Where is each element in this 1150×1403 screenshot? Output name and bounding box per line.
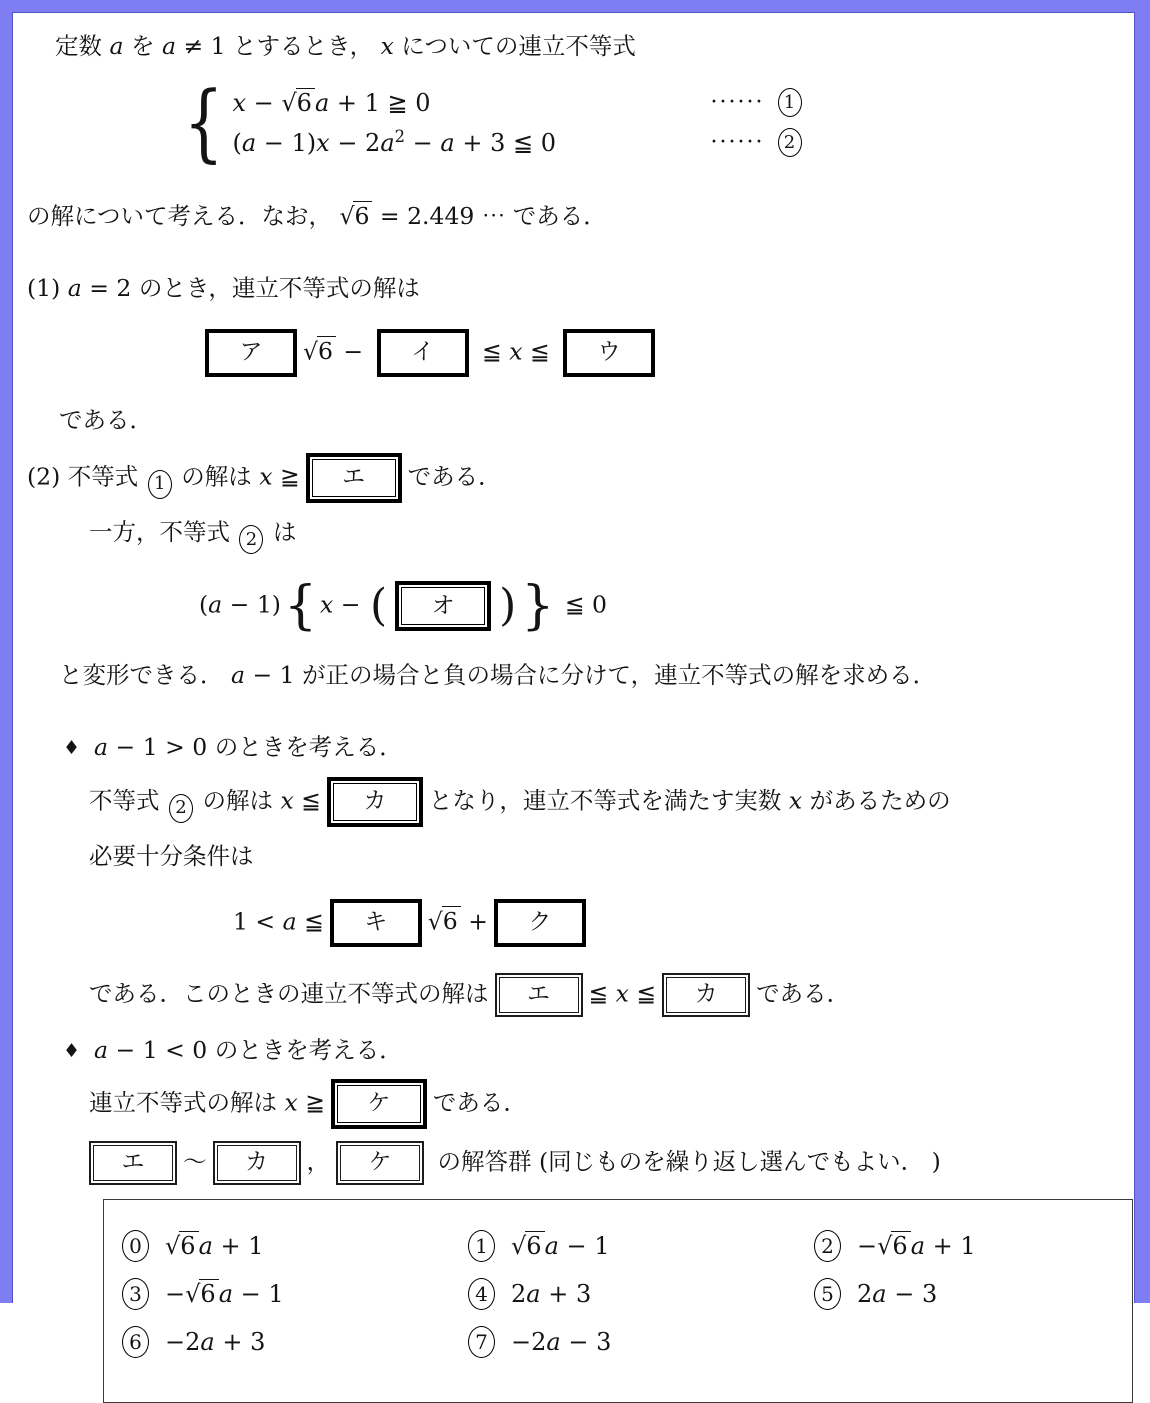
part1-closing: である． [59, 405, 153, 434]
answer-box-o: オ [395, 581, 491, 631]
circled-2-icon: 2 [814, 1230, 841, 1262]
diamond-bullet-icon: ♦ [63, 1039, 81, 1062]
case-pos-formula: 1 < a ≦ キ √6 + ク [233, 899, 1124, 947]
answer-box-ref-e: エ [495, 973, 583, 1017]
part2-line2: 一方，不等式 2 は [89, 515, 1124, 555]
answer-box-ref-ke: ケ [336, 1141, 424, 1185]
neq-run: ≠ 1 とするとき， [175, 32, 381, 60]
answer-options-row [120, 1278, 1132, 1310]
part2-line3: と変形できる． a − 1 が正の場合と負の場合に分けて，連立不等式の解を求める． [59, 661, 937, 690]
answer-option-7 [466, 1326, 812, 1358]
math-var: x [380, 32, 394, 60]
left-brace: { [283, 576, 318, 637]
answer-options-row [120, 1230, 1132, 1262]
text-run: の解について考える．なお， [27, 201, 340, 230]
sqrt-radical: √6 [511, 1231, 545, 1260]
dots-leader: ······ 1 [710, 88, 804, 117]
answer-box-ref-ka: カ [662, 973, 750, 1017]
case-pos-line2: 必要十分条件は [89, 841, 254, 870]
circled-6-icon: 6 [122, 1326, 149, 1358]
answer-box-ke: ケ [331, 1079, 427, 1129]
circled-1-icon: 1 [148, 470, 172, 499]
answer-box-e: エ [306, 453, 402, 503]
sqrt-radical: √6 [185, 1279, 219, 1308]
sqrt-radical: √6 [303, 336, 336, 365]
circled-3-icon: 3 [122, 1278, 149, 1310]
sqrt-radical: √6 [165, 1231, 199, 1260]
circled-7-icon: 7 [468, 1326, 495, 1358]
right-brace: } [521, 576, 555, 637]
circled-0-icon: 0 [122, 1230, 149, 1262]
math-var: a [161, 32, 176, 60]
intro-line [55, 29, 1124, 63]
answer-box-u: ウ [563, 329, 655, 377]
answer-option-2 [812, 1230, 1132, 1262]
option-expression: √6 a − 1 [511, 1231, 610, 1260]
sqrt-radical: √6 [877, 1231, 911, 1260]
option-expression: −2a + 3 [165, 1327, 266, 1356]
answer-box-ref-ka: カ [213, 1141, 301, 1185]
option-expression: √6 a + 1 [165, 1231, 264, 1260]
circled-1-icon: 1 [468, 1230, 495, 1262]
math-var: a [67, 273, 82, 302]
circled-4-icon: 4 [468, 1278, 495, 1310]
part1-marker: (1) [27, 273, 61, 302]
system-brace: { [183, 73, 224, 172]
circled-2-icon: 2 [169, 794, 193, 823]
option-expression: 2a + 3 [511, 1279, 592, 1308]
circled-2-icon: 2 [778, 128, 802, 157]
answer-group-caption: の解答群 (同じものを繰り返し選んでもよい． ) [430, 1147, 941, 1176]
sqrt-radical: √6 [428, 906, 461, 935]
answer-option-0 [120, 1230, 466, 1262]
part2-line1: (2) 不等式 1 の解は x ≧ エ である． [27, 453, 1124, 503]
worksheet [12, 12, 1135, 1356]
answer-option-6 [120, 1326, 466, 1358]
text-run: についての連立不等式 [393, 32, 636, 60]
answer-option-5 [812, 1278, 1132, 1310]
answer-options-row [120, 1326, 1132, 1358]
part1-line [27, 271, 1124, 305]
left-paren: ( [369, 580, 388, 632]
part2-marker: (2) [27, 462, 61, 491]
tilde-run: ～ [183, 1147, 207, 1176]
answer-box-ki: キ [330, 899, 422, 947]
after-system-line [27, 199, 1124, 233]
option-expression: −√6 a − 1 [165, 1279, 284, 1308]
answer-group-refs: エ ～ カ ， ケ の解答群 (同じものを繰り返し選んでもよい． ) [89, 1141, 1124, 1185]
inequality-1 [232, 88, 804, 117]
option-expression: −2a − 3 [511, 1327, 612, 1356]
text-run: を [123, 32, 162, 60]
inequality-2 [232, 127, 804, 157]
answer-box-ka: カ [327, 777, 423, 827]
text-run: = 2 のとき，連立不等式の解は [81, 273, 420, 302]
diamond-bullet-icon: ♦ [63, 737, 81, 760]
case-pos-head: ♦ a − 1 > 0 のときを考える． [63, 733, 403, 762]
answer-box-a: ア [205, 329, 297, 377]
answer-option-3 [120, 1278, 466, 1310]
sqrt-radical: √6 [340, 201, 373, 230]
math-var: a [109, 32, 124, 60]
inequality-system [177, 73, 1124, 172]
exponent: 2 [394, 127, 406, 147]
option-expression: −√6 a + 1 [857, 1231, 976, 1260]
answer-box-ku: ク [494, 899, 586, 947]
dots-leader: ······ 2 [710, 128, 804, 157]
circled-1-icon: 1 [778, 88, 802, 117]
part1-formula: ア √6 − イ ≦ x ≦ ウ [199, 329, 1124, 377]
equation-1: x − √6 a + 1 ≧ 0 [232, 88, 431, 117]
answer-box-i: イ [377, 329, 469, 377]
sqrt-radical: √6 [281, 88, 315, 117]
case-pos-line3: である．このときの連立不等式の解は エ ≦ x ≦ カ である． [89, 973, 1124, 1017]
answer-option-1 [466, 1230, 812, 1262]
answer-option-4 [466, 1278, 812, 1310]
equation-2: $(a - 1)x - 2a^2 - a + 3$ ≦ 0 [232, 127, 556, 158]
case-neg-head: ♦ a − 1 < 0 のときを考える． [63, 1035, 403, 1064]
circled-5-icon: 5 [814, 1278, 841, 1310]
case-neg-line1: 連立不等式の解は x ≧ ケ である． [89, 1079, 1124, 1129]
circled-2-icon: 2 [239, 525, 263, 554]
system-lines [232, 88, 804, 157]
case-pos-line1: 不等式 2 の解は x ≦ カ となり，連立不等式を満たす実数 x があるための [89, 777, 1124, 827]
text-run: 定数 [55, 32, 110, 60]
answer-options-box [103, 1199, 1133, 1403]
option-expression: 2a − 3 [857, 1279, 938, 1308]
part2-formula: (a − 1){ x − ( オ )} ≦ 0 [199, 576, 607, 637]
answer-box-ref-e: エ [89, 1141, 177, 1185]
text-run: = 2.449 ⋯ である． [372, 201, 607, 230]
right-paren: ) [499, 580, 517, 632]
